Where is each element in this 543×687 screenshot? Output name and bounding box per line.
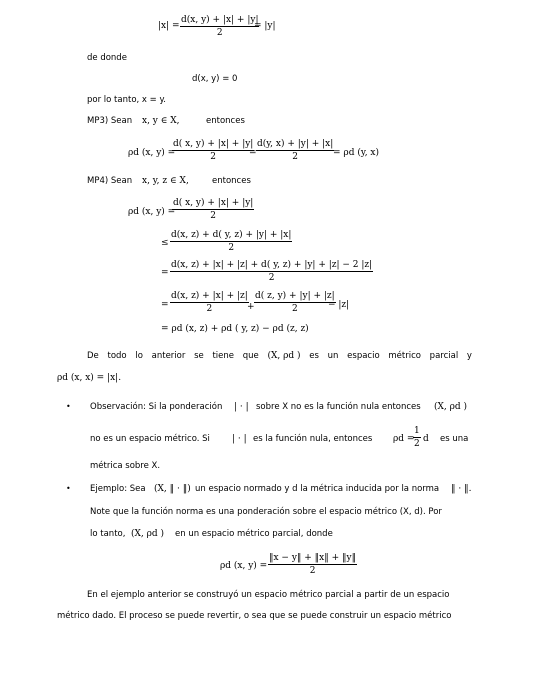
eq3-lhs: ρd (x, y) = bbox=[128, 148, 176, 158]
example-line1-a: Ejemplo: Sea bbox=[90, 484, 146, 494]
eq4-line4-plus: + bbox=[247, 302, 255, 312]
example-eq-fraction bbox=[268, 552, 357, 577]
eq3-fraction-2 bbox=[256, 138, 334, 163]
eq1-lhs: |x| = bbox=[158, 21, 180, 31]
example-line3-b: en un espacio métrico parcial, donde bbox=[175, 529, 333, 539]
eq4-line4-tail: − |z| bbox=[328, 300, 350, 310]
eq4-line5: = ρd (x, z) + ρd ( y, z) − ρd (z, z) bbox=[161, 324, 309, 334]
example-eq-denominator: 2 bbox=[309, 566, 316, 576]
word: De bbox=[87, 351, 99, 361]
word: un bbox=[327, 351, 339, 361]
eq4-line4-denominator-2: 2 bbox=[291, 304, 298, 314]
eq4-line2-fraction bbox=[170, 229, 292, 254]
eq4-line3-numerator: d(x, z) + |x| + |z| + d( y, z) + |y| + |z| − 2 |z| bbox=[171, 260, 373, 270]
eq3-denominator-1: 2 bbox=[210, 152, 217, 162]
text-por-lo-tanto: por lo tanto, x = y. bbox=[87, 95, 166, 105]
eq3-equals: = bbox=[249, 148, 257, 158]
example-eq-lhs: ρd (x, y) = bbox=[220, 561, 268, 571]
eq2: d(x, y) = 0 bbox=[192, 74, 238, 84]
word: anterior bbox=[151, 351, 186, 361]
eq4-line3-fraction bbox=[170, 259, 373, 284]
eq4-line2-denominator: 2 bbox=[228, 243, 235, 253]
eq4-line1-fraction bbox=[172, 197, 254, 222]
bullet-icon: • bbox=[66, 402, 71, 411]
mp4-vars: x, y, z ∈ X, bbox=[142, 176, 189, 186]
mp4-label: MP4) Sean bbox=[87, 176, 133, 186]
eq4-line4-fraction-2 bbox=[254, 290, 336, 315]
eq3-fraction-1 bbox=[172, 138, 254, 163]
eq4-line4-numerator-1: d(x, z) + |x| + |z| bbox=[171, 291, 248, 301]
observation-line2-a: no es un espacio métrico. Si bbox=[90, 434, 210, 444]
text-de-donde: de donde bbox=[87, 53, 127, 63]
eq4-line1-lhs: ρd (x, y) = bbox=[128, 207, 176, 217]
eq1-rhs: = |y| bbox=[254, 21, 276, 31]
mp4-tail: entonces bbox=[212, 176, 251, 186]
eq4-line2-numerator: d(x, z) + d( y, z) + |y| + |x| bbox=[171, 230, 292, 240]
word: se bbox=[194, 351, 204, 361]
observation-line2-b: es la función nula, entonces bbox=[253, 434, 373, 444]
eq4-line4-relation: = bbox=[161, 300, 169, 310]
eq1-numerator: d(x, y) + |x| + |y| bbox=[181, 15, 259, 25]
word: parcial bbox=[429, 351, 459, 361]
half-denominator: 2 bbox=[414, 439, 420, 449]
word: tiene bbox=[212, 351, 235, 361]
word: que bbox=[242, 351, 259, 361]
eq4-line4-fraction-1 bbox=[170, 290, 249, 315]
paragraph-conclusion bbox=[87, 351, 472, 362]
word: y bbox=[466, 351, 472, 361]
eq4-line4-numerator-2: d( z, y) + |y| + |z| bbox=[255, 291, 335, 301]
example-eq-numerator: ‖x − y‖ + ‖x‖ + ‖y‖ bbox=[269, 553, 357, 563]
example-line1-b: un espacio normado y d la métrica inducida por la norma bbox=[195, 484, 440, 494]
observation-line1-c: (X, ρd ) bbox=[434, 402, 468, 412]
observation-half-fraction bbox=[413, 425, 421, 450]
paragraph-conclusion-end: ρd (x, x) = |x|. bbox=[57, 373, 122, 383]
example-line3-a: lo tanto, bbox=[90, 529, 126, 539]
example-line2: Note que la función norma es una ponderación sobre el espacio métrico (X, d). Por bbox=[90, 507, 442, 517]
half-numerator: 1 bbox=[414, 426, 420, 436]
math-pair: (X, ρd ) bbox=[267, 351, 301, 361]
observation-line1-math: | · | bbox=[234, 402, 249, 412]
eq4-line2-relation: ≤ bbox=[161, 238, 169, 248]
mp3-tail: entonces bbox=[206, 116, 245, 126]
eq1-fraction bbox=[180, 14, 259, 39]
example-line1-math: (X, ‖ · ‖) bbox=[154, 484, 191, 494]
observation-line1-b: sobre X no es la función nula entonces bbox=[256, 402, 421, 412]
mp3-label: MP3) Sean bbox=[87, 116, 133, 126]
paragraph-final-line2: métrico dado. El proceso se puede revertir, o sea que se puede construir un espacio métrico bbox=[57, 611, 452, 621]
observation-line2-c: es una bbox=[440, 434, 469, 444]
word: todo bbox=[107, 351, 127, 361]
word: espacio bbox=[347, 351, 380, 361]
observation-line1-a: Observación: Si la ponderación bbox=[90, 402, 223, 412]
eq1-denominator: 2 bbox=[216, 28, 223, 38]
eq4-line3-denominator: 2 bbox=[268, 273, 275, 283]
mp3-vars: x, y ∈ X, bbox=[142, 116, 180, 126]
word: lo bbox=[135, 351, 143, 361]
observation-line2-d: d bbox=[423, 434, 429, 444]
eq4-line4-denominator-1: 2 bbox=[206, 304, 213, 314]
word: métrico bbox=[388, 351, 421, 361]
observation-line2-math: | · | bbox=[232, 434, 247, 444]
eq3-rhs: = ρd (y, x) bbox=[333, 148, 380, 158]
paragraph-final-line1: En el ejemplo anterior se construyó un espacio métrico parcial a partir de un espacio bbox=[87, 590, 450, 600]
eq4-line3-relation: = bbox=[161, 268, 169, 278]
eq3-numerator-1: d( x, y) + |x| + |y| bbox=[173, 139, 254, 149]
eq3-numerator-2: d(y, x) + |y| + |x| bbox=[257, 139, 334, 149]
eq4-line1-denominator: 2 bbox=[210, 211, 217, 221]
eq4-line1-numerator: d( x, y) + |x| + |y| bbox=[173, 198, 254, 208]
example-line3-math: (X, ρd ) bbox=[131, 529, 165, 539]
observation-line2-eq: ρd = bbox=[393, 434, 415, 444]
example-line1-c: ‖ · ‖. bbox=[451, 484, 472, 494]
bullet-icon: • bbox=[66, 484, 71, 493]
observation-line3: métrica sobre X. bbox=[90, 461, 161, 471]
word: es bbox=[309, 351, 319, 361]
eq3-denominator-2: 2 bbox=[292, 152, 299, 162]
